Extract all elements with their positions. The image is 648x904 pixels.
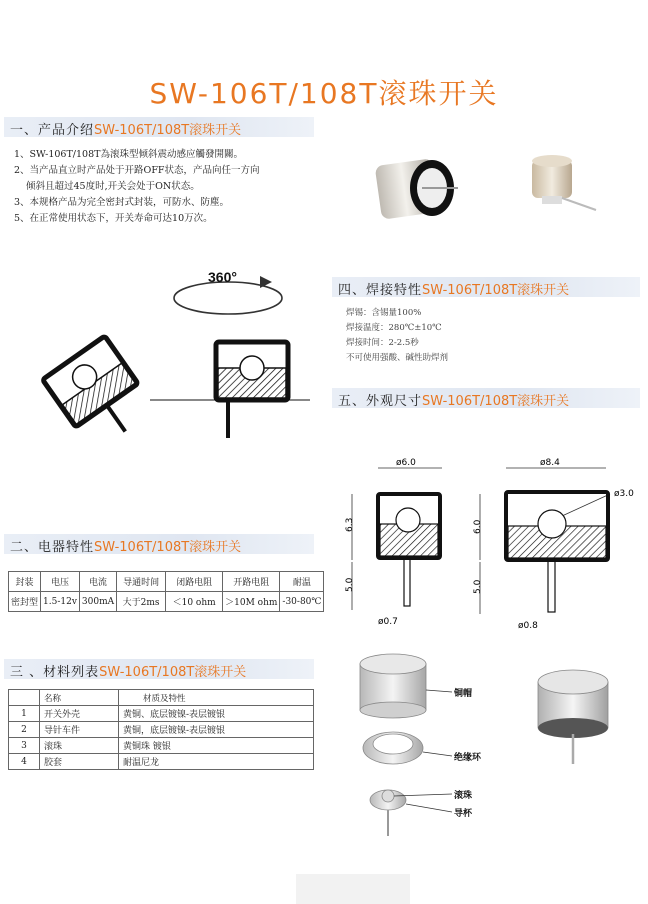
table-row: [9, 592, 324, 612]
dim-ball-108: ø3.0: [614, 489, 634, 499]
table-cell: 胶套: [40, 754, 119, 770]
label-cup: 导杯: [454, 809, 473, 819]
section-model: SW-106T/108T滚珠开关: [94, 540, 242, 555]
section-title-dimensions: [338, 390, 569, 409]
table-cell: ＜10 ohm: [166, 592, 223, 612]
tilted-switch-diagram: [28, 332, 158, 440]
table-cell: 黄铜珠 镀银: [119, 738, 314, 754]
product-photos: [372, 148, 612, 234]
upright-switch-diagram: [150, 338, 310, 442]
section-heading: 一、产品介绍: [10, 123, 95, 138]
intro-line: 5、在正常使用状态下，开关寿命可达10万次。: [14, 213, 213, 224]
materials-table: [8, 689, 314, 770]
table-cell: 3: [9, 738, 40, 754]
table-cell: 4: [9, 754, 40, 770]
dim-height-106: 6.3: [345, 517, 355, 532]
section-model: SW-106T/108T滚珠开关: [99, 665, 247, 680]
section-title-electrical: [10, 536, 241, 555]
table-header-cell: 耐温: [280, 572, 324, 592]
table-cell: 导针车件: [40, 722, 119, 738]
ball-cup-part: [370, 790, 452, 836]
table-cell: 黄铜，底层镀镍-表层镀银: [119, 722, 314, 738]
welding-line: 焊锡：含锡量100%: [346, 308, 422, 318]
table-header-cell: [9, 690, 40, 706]
table-row: [9, 754, 314, 770]
section-model: SW-106T/108T滚珠开关: [94, 123, 242, 138]
welding-line: 焊接时间：2-2.5秒: [346, 338, 419, 348]
welding-text: [346, 306, 448, 366]
table-cell: ＞10M ohm: [223, 592, 280, 612]
table-cell: 耐温尼龙: [119, 754, 314, 770]
table-cell: 黄铜、底层镀镍-表层镀银: [119, 706, 314, 722]
dimension-drawing-108t: [466, 454, 642, 636]
section-model: SW-106T/108T滚珠开关: [422, 283, 570, 298]
exploded-parts-diagram: [346, 652, 514, 838]
dim-lead-length-108: 5.0: [473, 579, 483, 594]
table-header-cell: 闭路电阻: [166, 572, 223, 592]
intro-line: 1、SW-106T/108T為滚珠型倾斜震动感应觸發開關。: [14, 149, 243, 160]
rotation-diagram: [168, 262, 288, 322]
section-heading: 四、焊接特性: [338, 283, 423, 298]
table-header-cell: 开路电阻: [223, 572, 280, 592]
section-heading: 三 、材料列表: [10, 665, 100, 680]
section-title-intro: [10, 119, 241, 138]
assembled-switch: [530, 668, 616, 768]
label-ring: 绝缘环: [454, 753, 482, 763]
product-photo-small: [532, 155, 596, 210]
table-cell: 滚珠: [40, 738, 119, 754]
welding-line: 不可使用强酸、碱性助焊剂: [346, 353, 449, 363]
dimension-drawing-106t: [338, 454, 448, 630]
table-header-cell: 封装: [9, 572, 41, 592]
table-header-row: [9, 572, 324, 592]
table-row: [9, 738, 314, 754]
table-row: [9, 722, 314, 738]
page-title: SW-106T/108T滚珠开关: [149, 77, 499, 110]
cap-part: [360, 654, 452, 718]
ring-part: [363, 732, 452, 764]
table-row: [9, 706, 314, 722]
table-header-cell: 导通时间: [117, 572, 166, 592]
table-cell: 密封型: [9, 592, 41, 612]
table-header-cell: 电压: [41, 572, 80, 592]
dim-lead-length-106: 5.0: [345, 577, 355, 592]
label-ball: 滚珠: [454, 791, 473, 801]
table-cell: 开关外壳: [40, 706, 119, 722]
label-cap: 铜帽: [454, 689, 473, 699]
electrical-table: [8, 571, 324, 612]
section-title-welding: [338, 279, 569, 298]
dim-lead-dia-106: ø0.7: [378, 617, 398, 627]
table-header-row: [9, 690, 314, 706]
table-cell: -30-80℃: [280, 592, 324, 612]
intro-line: 3、本规格产品为完全密封式封装，可防水、防塵。: [14, 197, 230, 208]
table-cell: 1.5-12v: [41, 592, 80, 612]
dim-height-108: 6.0: [473, 519, 483, 534]
dim-lead-dia-108: ø0.8: [518, 621, 538, 631]
footer-placeholder: [296, 874, 410, 904]
section-heading: 二、电器特性: [10, 540, 95, 555]
intro-line: 倾斜且超过45度时,开关会处于ON状态。: [26, 181, 200, 192]
table-cell: 大于2ms: [117, 592, 166, 612]
rotation-label: 360°: [208, 269, 237, 285]
section-model: SW-106T/108T滚珠开关: [422, 394, 570, 409]
dim-width-106: ø6.0: [396, 458, 416, 468]
intro-line: 2、当产品直立时产品处于开路OFF状态，产品向任一方向: [14, 165, 260, 176]
table-header-cell: 材质及特性: [119, 690, 314, 706]
welding-line: 焊接温度：280℃±10℃: [346, 323, 442, 333]
table-header-cell: 名称: [40, 690, 119, 706]
section-heading: 五、外观尺寸: [338, 394, 423, 409]
product-photo-large: [375, 158, 458, 220]
dim-width-108: ø8.4: [540, 458, 560, 468]
table-cell: 1: [9, 706, 40, 722]
section-title-materials: [10, 661, 246, 680]
intro-text: [14, 147, 260, 227]
table-cell: 300mA: [79, 592, 116, 612]
table-cell: 2: [9, 722, 40, 738]
table-header-cell: 电流: [79, 572, 116, 592]
